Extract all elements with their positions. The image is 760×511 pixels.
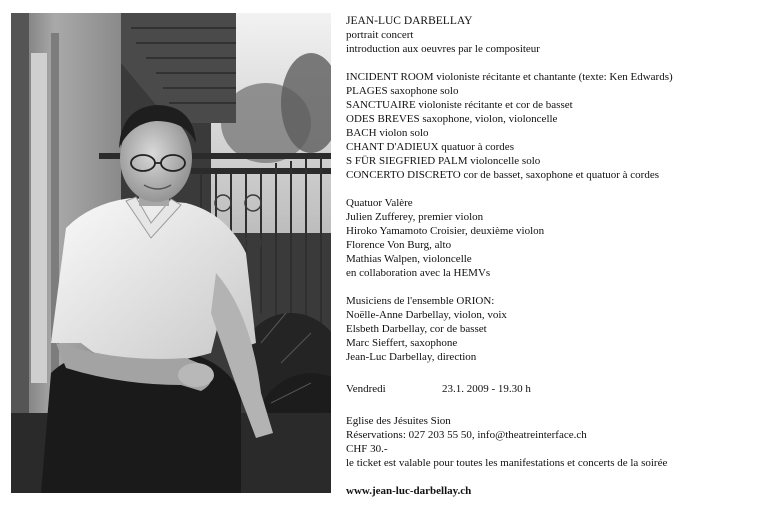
work-item: INCIDENT ROOM violoniste récitante et chantante (texte: Ken Edwards) (346, 71, 673, 83)
concert-intro: introduction aux oeuvres par le compositeur (346, 43, 540, 55)
ticket-note: le ticket est valable pour toutes les manifestations et concerts de la soirée (346, 457, 668, 469)
work-item: SANCTUAIRE violoniste récitante et cor de basset (346, 99, 573, 111)
quartet-line: Florence Von Burg, alto (346, 239, 452, 251)
event-day: Vendredi (346, 383, 386, 395)
quartet-line: en collaboration avec la HEMVs (346, 267, 491, 279)
work-item: PLAGES saxophone solo (346, 85, 459, 97)
work-item: ODES BREVES saxophone, violon, violoncelle (346, 113, 558, 125)
concert-text (346, 14, 751, 498)
portrait-illustration (11, 13, 331, 493)
works-list (346, 70, 751, 182)
quartet-list (346, 196, 751, 280)
reservations: Réservations: 027 203 55 50, info@theatreinterface.ch (346, 429, 587, 441)
quartet-line: Mathias Walpen, violoncelle (346, 253, 472, 265)
orion-line: Noëlle-Anne Darbellay, violon, voix (346, 309, 507, 321)
quartet-line: Julien Zufferey, premier violon (346, 211, 484, 223)
work-item: CHANT D'ADIEUX quatuor à cordes (346, 141, 514, 153)
website-link[interactable]: www.jean-luc-darbellay.ch (346, 485, 472, 497)
work-item: S FÜR SIEGFRIED PALM violoncelle solo (346, 155, 541, 167)
quartet-line: Quatuor Valère (346, 197, 413, 209)
price: CHF 30.- (346, 443, 388, 455)
portrait-photo (11, 13, 331, 493)
orion-line: Musiciens de l'ensemble ORION: (346, 295, 495, 307)
work-item: BACH violon solo (346, 127, 429, 139)
quartet-line: Hiroko Yamamoto Croisier, deuxième violon (346, 225, 545, 237)
orion-line: Marc Sieffert, saxophone (346, 337, 458, 349)
concert-subtitle: portrait concert (346, 29, 414, 41)
event-datetime: 23.1. 2009 - 19.30 h (442, 383, 531, 395)
orion-line: Jean-Luc Darbellay, direction (346, 351, 477, 363)
event-date-row (346, 382, 751, 396)
work-item: CONCERTO DISCRETO cor de basset, saxophone et quatuor à cordes (346, 169, 660, 181)
composer-name: JEAN-LUC DARBELLAY (346, 15, 473, 27)
orion-list (346, 294, 751, 364)
venue-info (346, 414, 751, 470)
venue-name: Eglise des Jésuites Sion (346, 415, 451, 427)
orion-line: Elsbeth Darbellay, cor de basset (346, 323, 487, 335)
